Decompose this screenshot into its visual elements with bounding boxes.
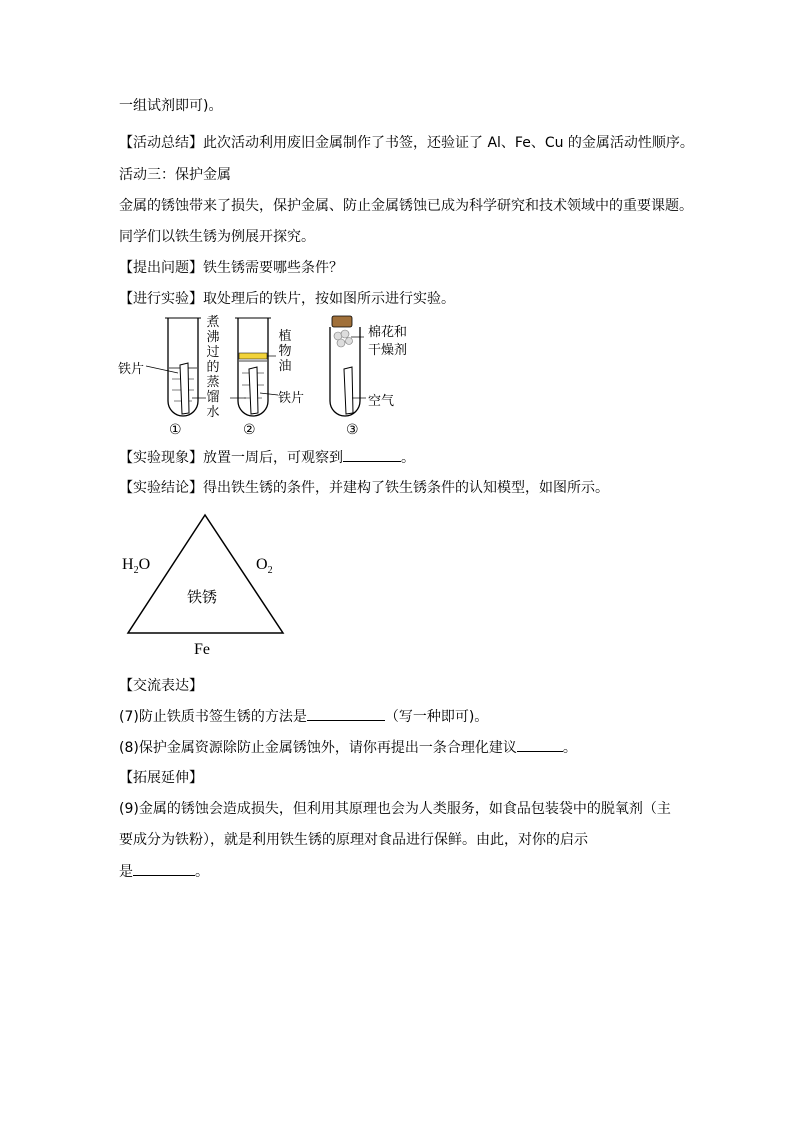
h-subscript: 2 bbox=[133, 565, 139, 577]
test-tube-1 bbox=[146, 318, 206, 416]
question-9-end: 。 bbox=[195, 864, 209, 880]
water-formula bbox=[122, 556, 150, 576]
label-desiccant: 干燥剂 bbox=[368, 343, 408, 358]
water-char: 水 bbox=[206, 405, 220, 420]
rust-triangle-model bbox=[115, 508, 295, 663]
question-heading: 【提出问题】铁生锈需要哪些条件？ bbox=[119, 260, 343, 276]
water-char: 馏 bbox=[206, 390, 220, 405]
water-char: 蒸 bbox=[206, 375, 220, 390]
activity-summary: 【活动总结】此次活动利用废旧金属制作了书签，还验证了 Al、Fe、Cu 的金属活动性顺序。 bbox=[119, 135, 694, 151]
oil-char: 油 bbox=[278, 359, 292, 374]
stopper bbox=[332, 316, 352, 327]
water-char: 沸 bbox=[206, 330, 220, 345]
answer-blank-phenomenon[interactable] bbox=[343, 447, 401, 462]
o-symbol: O bbox=[138, 556, 151, 573]
experiment-heading: 【进行实验】取处理后的铁片，按如图所示进行实验。 bbox=[119, 291, 455, 307]
label-air: 空气 bbox=[368, 394, 395, 409]
iron-symbol: Fe bbox=[194, 641, 210, 658]
label-cotton: 棉花和 bbox=[368, 325, 408, 340]
test-tube-figure bbox=[118, 313, 408, 443]
conclusion-line: 【实验结论】得出铁生锈的条件，并建构了铁生锈条件的认知模型，如图所示。 bbox=[119, 480, 609, 496]
text-line-1: 一组试剂即可)。 bbox=[119, 98, 223, 114]
o2-subscript: 2 bbox=[267, 565, 273, 577]
phenomenon-end: 。 bbox=[401, 450, 415, 466]
tube-number-3: ③ bbox=[346, 422, 359, 438]
question-9-line-1: (9)金属的锈蚀会造成损失，但利用其原理也会为人类服务，如食品包装袋中的脱氧剂（主 bbox=[119, 801, 671, 817]
oil-char: 物 bbox=[278, 344, 292, 359]
phenomenon-line bbox=[119, 447, 415, 468]
water-char: 过 bbox=[206, 345, 220, 360]
test-tube-3 bbox=[330, 316, 366, 416]
o2-symbol: O bbox=[256, 556, 268, 573]
question-9-text: 是 bbox=[119, 864, 133, 880]
water-char: 煮 bbox=[206, 315, 220, 330]
test-tube-2 bbox=[230, 318, 278, 416]
tube-number-1: ① bbox=[169, 422, 182, 438]
tube-number-2: ② bbox=[243, 422, 256, 438]
oxygen-formula bbox=[256, 556, 273, 576]
label-iron-left: 铁片 bbox=[118, 362, 145, 377]
answer-blank-q9[interactable] bbox=[133, 861, 195, 876]
h-symbol: H bbox=[122, 556, 134, 573]
answer-blank-q7[interactable] bbox=[307, 706, 385, 721]
question-8-text: (8)保护金属资源除防止金属锈蚀外，请你再提出一条合理化建议 bbox=[119, 740, 517, 756]
label-iron-right: 铁片 bbox=[278, 391, 305, 406]
water-char: 的 bbox=[206, 360, 220, 375]
oil-char: 植 bbox=[278, 329, 292, 344]
text-line-corrosion: 金属的锈蚀带来了损失，保护金属、防止金属锈蚀已成为科学研究和技术领域中的重要课题。 bbox=[119, 198, 693, 214]
question-7-text: (7)防止铁质书签生锈的方法是 bbox=[119, 709, 307, 725]
question-7 bbox=[119, 706, 488, 727]
question-7-end: （写一种即可)。 bbox=[384, 709, 489, 725]
rust-label: 铁锈 bbox=[187, 588, 218, 606]
question-9-line-3 bbox=[119, 861, 209, 882]
question-8 bbox=[119, 737, 577, 758]
label-plant-oil bbox=[278, 329, 292, 374]
phenomenon-text: 【实验现象】放置一周后，可观察到 bbox=[119, 450, 343, 466]
text-line-explore: 同学们以铁生锈为例展开探究。 bbox=[119, 229, 315, 245]
label-boiled-water bbox=[206, 315, 220, 420]
question-8-end: 。 bbox=[562, 740, 577, 756]
question-9-line-2: 要成分为铁粉），就是利用铁生锈的原理对食品进行保鲜。由此，对你的启示 bbox=[119, 832, 588, 848]
communication-heading: 【交流表达】 bbox=[119, 678, 203, 694]
activity-three-heading: 活动三：保护金属 bbox=[119, 167, 231, 183]
answer-blank-q8[interactable] bbox=[517, 737, 563, 752]
extension-heading: 【拓展延伸】 bbox=[119, 770, 203, 786]
